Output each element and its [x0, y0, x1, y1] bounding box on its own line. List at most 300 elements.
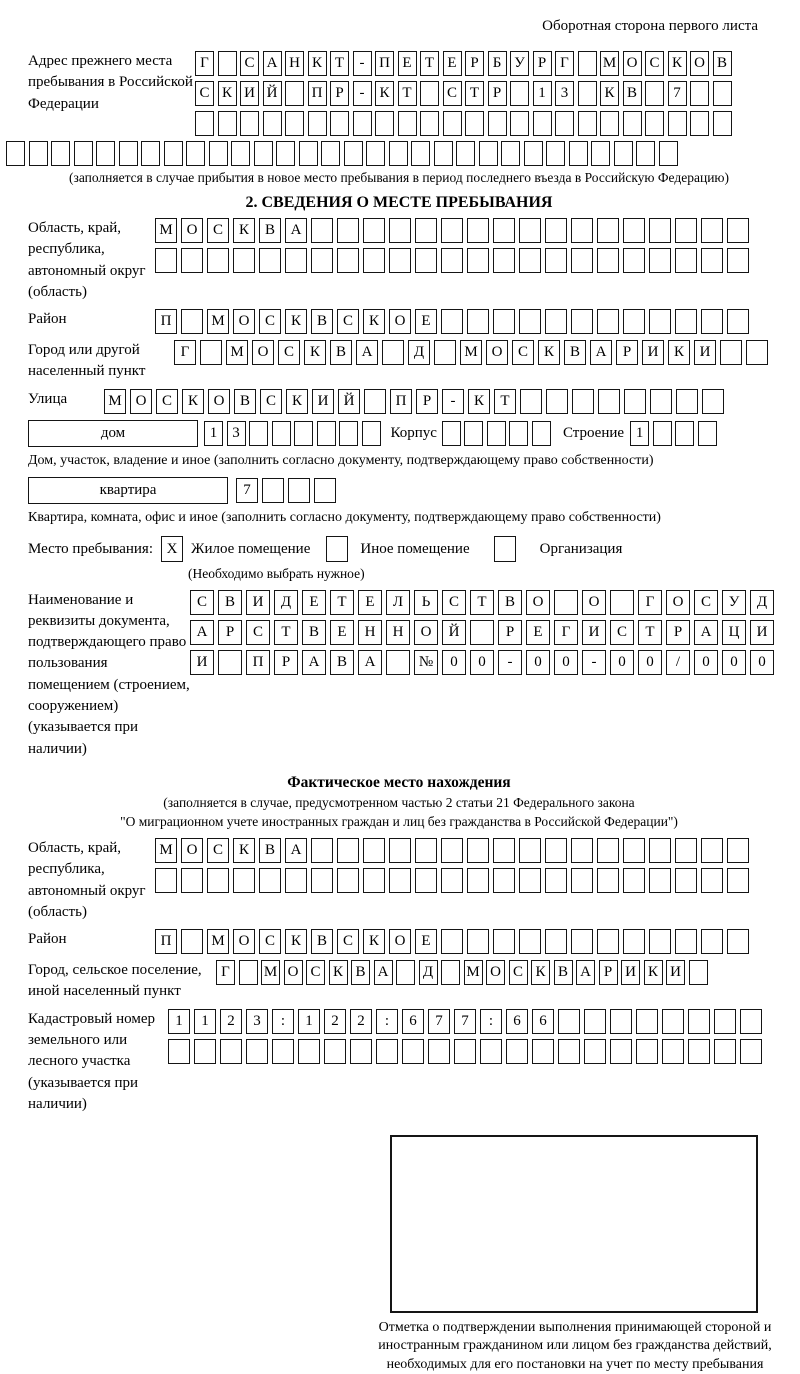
- form-cell: [376, 1039, 398, 1064]
- form-cell: М: [460, 340, 482, 365]
- form-cell: [636, 1009, 658, 1034]
- form-cell: 0: [470, 650, 494, 675]
- form-cell: [29, 141, 48, 166]
- form-cell: [375, 111, 394, 136]
- prev-address-label: Адрес прежнего места пребывания в Российской Федерации: [28, 53, 193, 112]
- form-cell: [623, 309, 645, 334]
- form-cell: [746, 340, 768, 365]
- form-cell: [396, 960, 415, 985]
- actual-location-note-2: "О миграционном учете иностранных граждан и лиц без гражданства в Российской Федерации"): [120, 813, 678, 829]
- form-cell: [545, 868, 567, 893]
- form-cell: -: [353, 81, 372, 106]
- form-cell: -: [353, 51, 372, 76]
- form-cell: [493, 868, 515, 893]
- form-cell: К: [182, 389, 204, 414]
- form-cell: [240, 111, 259, 136]
- form-cell: [740, 1009, 762, 1034]
- form-cell: [155, 868, 177, 893]
- form-cell: [510, 111, 529, 136]
- form-cell: [698, 421, 717, 446]
- form-cell: [578, 111, 597, 136]
- form-cell: 3: [555, 81, 574, 106]
- form-cell: [249, 421, 268, 446]
- form-cell: [690, 111, 709, 136]
- form-cell: [181, 248, 203, 273]
- form-cell: А: [694, 620, 718, 645]
- form-cell: С: [156, 389, 178, 414]
- form-cell: [545, 248, 567, 273]
- form-cell: Р: [498, 620, 522, 645]
- form-cell: [675, 421, 694, 446]
- stroenie-cells: [630, 421, 717, 446]
- form-cell: В: [330, 650, 354, 675]
- dom-line: [28, 420, 800, 447]
- form-cell: [546, 141, 565, 166]
- form-cell: [441, 248, 463, 273]
- form-cell: Р: [218, 620, 242, 645]
- form-cell: [272, 1039, 294, 1064]
- form-cell: [569, 141, 588, 166]
- prev-address-note: (заполняется в случае прибытия в новое место пребывания в период последнего въезда в Российскую Федерацию): [68, 170, 730, 185]
- form-cell: В: [351, 960, 370, 985]
- oblast-label: Область, край, республика, автономный округ (область): [28, 220, 146, 300]
- form-cell: [308, 111, 327, 136]
- form-cell: О: [181, 218, 203, 243]
- form-cell: М: [155, 218, 177, 243]
- form-cell: К: [285, 309, 307, 334]
- form-cell: [141, 141, 160, 166]
- form-cell: [689, 960, 708, 985]
- form-cell: С: [190, 590, 214, 615]
- form-cell: [493, 838, 515, 863]
- form-cell: [344, 141, 363, 166]
- form-cell: Г: [216, 960, 235, 985]
- document-row-3: [190, 650, 774, 675]
- form-cell: С: [645, 51, 664, 76]
- form-cell: 7: [668, 81, 687, 106]
- form-cell: [645, 81, 664, 106]
- form-cell: М: [261, 960, 280, 985]
- form-cell: К: [531, 960, 550, 985]
- form-cell: С: [207, 838, 229, 863]
- form-cell: К: [644, 960, 663, 985]
- form-cell: [649, 838, 671, 863]
- form-cell: [6, 141, 25, 166]
- form-cell: [727, 838, 749, 863]
- form-cell: Е: [443, 51, 462, 76]
- form-cell: Н: [386, 620, 410, 645]
- form-cell: 7: [454, 1009, 476, 1034]
- form-cell: [337, 248, 359, 273]
- form-cell: [218, 51, 237, 76]
- actual-location-note-1: (заполняется в случае, предусмотренном частью 2 статьи 21 Федерального закона: [163, 794, 635, 810]
- form-cell: П: [308, 81, 327, 106]
- form-cell: 6: [532, 1009, 554, 1034]
- kvartira-box-label: квартира: [28, 477, 228, 504]
- form-cell: С: [260, 389, 282, 414]
- kadastr-row-2: [168, 1039, 762, 1064]
- form-cell: Г: [555, 51, 574, 76]
- form-cell: [420, 111, 439, 136]
- actual-gorod-row: [216, 960, 708, 985]
- form-cell: Р: [330, 81, 349, 106]
- form-cell: [239, 960, 258, 985]
- form-cell: О: [389, 929, 411, 954]
- form-cell: [420, 81, 439, 106]
- form-cell: О: [233, 929, 255, 954]
- form-cell: Д: [750, 590, 774, 615]
- form-cell: [311, 248, 333, 273]
- confirmation-stamp-box: [390, 1135, 758, 1313]
- form-cell: :: [376, 1009, 398, 1034]
- residence-checkbox-inoe: [326, 536, 348, 562]
- form-cell: Р: [616, 340, 638, 365]
- form-cell: О: [486, 340, 508, 365]
- actual-raion-block: [28, 929, 800, 954]
- form-cell: Ь: [414, 590, 438, 615]
- form-cell: [509, 421, 528, 446]
- form-cell: 0: [554, 650, 578, 675]
- form-cell: [571, 929, 593, 954]
- form-cell: 0: [750, 650, 774, 675]
- form-cell: [701, 309, 723, 334]
- form-cell: К: [668, 340, 690, 365]
- form-cell: [363, 218, 385, 243]
- form-cell: [441, 960, 460, 985]
- form-cell: [434, 141, 453, 166]
- form-cell: [337, 218, 359, 243]
- form-cell: [339, 421, 358, 446]
- form-cell: [442, 421, 461, 446]
- form-cell: 0: [526, 650, 550, 675]
- form-cell: 2: [324, 1009, 346, 1034]
- form-cell: [467, 868, 489, 893]
- form-cell: [441, 838, 463, 863]
- form-cell: [501, 141, 520, 166]
- form-cell: [701, 218, 723, 243]
- form-cell: В: [302, 620, 326, 645]
- form-cell: Р: [416, 389, 438, 414]
- form-cell: [545, 838, 567, 863]
- form-cell: [584, 1009, 606, 1034]
- form-cell: [168, 1039, 190, 1064]
- form-cell: [713, 111, 732, 136]
- form-cell: [675, 838, 697, 863]
- form-cell: [363, 868, 385, 893]
- form-cell: И: [240, 81, 259, 106]
- form-cell: С: [694, 590, 718, 615]
- form-cell: [740, 1039, 762, 1064]
- form-cell: [623, 868, 645, 893]
- form-cell: [262, 478, 284, 503]
- form-cell: А: [190, 620, 214, 645]
- form-cell: Р: [666, 620, 690, 645]
- kvartira-cells: [236, 478, 336, 503]
- form-cell: [623, 838, 645, 863]
- form-cell: С: [207, 218, 229, 243]
- form-cell: [701, 868, 723, 893]
- form-cell: А: [285, 218, 307, 243]
- residence-checkbox-zhiloe: [161, 536, 183, 562]
- document-block: [28, 590, 800, 760]
- form-cell: С: [337, 929, 359, 954]
- form-cell: [578, 51, 597, 76]
- form-cell: [662, 1039, 684, 1064]
- form-cell: [714, 1039, 736, 1064]
- form-cell: [623, 218, 645, 243]
- form-cell: [676, 389, 698, 414]
- form-cell: О: [526, 590, 550, 615]
- form-cell: В: [554, 960, 573, 985]
- form-cell: К: [233, 218, 255, 243]
- form-cell: [649, 309, 671, 334]
- actual-raion-row: [155, 929, 749, 954]
- form-cell: [337, 868, 359, 893]
- gorod-label: Город или другой населенный пункт: [28, 342, 146, 380]
- dom-note: Дом, участок, владение и иное (заполнить согласно документу, подтверждающему право собственности): [28, 452, 654, 468]
- form-cell: [727, 248, 749, 273]
- form-cell: [532, 421, 551, 446]
- form-cell: Ц: [722, 620, 746, 645]
- form-cell: [181, 309, 203, 334]
- document-row-2: [190, 620, 774, 645]
- form-cell: [200, 340, 222, 365]
- form-cell: Е: [302, 590, 326, 615]
- form-cell: [614, 141, 633, 166]
- form-cell: :: [480, 1009, 502, 1034]
- form-cell: [479, 141, 498, 166]
- form-cell: Д: [419, 960, 438, 985]
- form-cell: [155, 248, 177, 273]
- form-cell: [389, 218, 411, 243]
- form-cell: [636, 1039, 658, 1064]
- form-cell: Е: [398, 51, 417, 76]
- form-cell: [207, 248, 229, 273]
- form-cell: [597, 868, 619, 893]
- form-cell: С: [259, 929, 281, 954]
- form-cell: К: [233, 838, 255, 863]
- form-cell: К: [304, 340, 326, 365]
- form-cell: [363, 248, 385, 273]
- form-cell: [727, 868, 749, 893]
- dom-cells: [204, 421, 381, 446]
- form-cell: [467, 838, 489, 863]
- form-cell: [389, 868, 411, 893]
- actual-oblast-label: Область, край, республика, автономный округ (область): [28, 839, 146, 920]
- form-cell: Р: [488, 81, 507, 106]
- raion-label: Район: [28, 311, 67, 328]
- form-cell: [675, 218, 697, 243]
- form-cell: 3: [246, 1009, 268, 1034]
- form-cell: [181, 868, 203, 893]
- form-cell: И: [666, 960, 685, 985]
- form-cell: Е: [330, 620, 354, 645]
- kadastr-block: [28, 1009, 800, 1115]
- page-side-note: Оборотная сторона первого листа: [542, 18, 758, 34]
- form-cell: М: [155, 838, 177, 863]
- form-cell: Г: [554, 620, 578, 645]
- form-cell: [649, 929, 671, 954]
- form-cell: А: [358, 650, 382, 675]
- prev-address-block: [28, 51, 800, 136]
- form-cell: [467, 218, 489, 243]
- form-cell: [298, 1039, 320, 1064]
- form-cell: [675, 868, 697, 893]
- stroenie-label: Строение: [562, 424, 625, 441]
- form-cell: О: [414, 620, 438, 645]
- form-cell: [321, 141, 340, 166]
- form-cell: [624, 389, 646, 414]
- form-cell: [584, 1039, 606, 1064]
- section2-title: 2. СВЕДЕНИЯ О МЕСТЕ ПРЕБЫВАНИЯ: [245, 194, 553, 211]
- dom-box-label: дом: [28, 420, 198, 447]
- form-cell: С: [240, 51, 259, 76]
- form-cell: Н: [285, 51, 304, 76]
- raion-block: [28, 309, 800, 334]
- form-cell: А: [302, 650, 326, 675]
- form-cell: Т: [274, 620, 298, 645]
- form-cell: В: [311, 309, 333, 334]
- form-cell: М: [207, 309, 229, 334]
- form-cell: С: [195, 81, 214, 106]
- kvartira-note: Квартира, комната, офис и иное (заполнить согласно документу, подтверждающему право собственности): [28, 509, 661, 525]
- prev-address-row-1: [195, 51, 732, 76]
- form-cell: К: [286, 389, 308, 414]
- form-cell: [363, 838, 385, 863]
- ulitsa-row: [104, 389, 724, 414]
- form-cell: [96, 141, 115, 166]
- residence-checkbox-zhiloe-mark: X: [166, 540, 178, 557]
- form-cell: [465, 111, 484, 136]
- form-cell: И: [582, 620, 606, 645]
- form-cell: О: [389, 309, 411, 334]
- form-cell: [571, 838, 593, 863]
- form-cell: [524, 141, 543, 166]
- form-cell: [285, 81, 304, 106]
- form-cell: К: [375, 81, 394, 106]
- form-cell: В: [713, 51, 732, 76]
- actual-raion-label: Район: [28, 931, 67, 948]
- actual-location-title: Фактическое место нахождения: [287, 773, 511, 791]
- form-cell: И: [694, 340, 716, 365]
- form-cell: [610, 1039, 632, 1064]
- form-cell: [653, 421, 672, 446]
- form-cell: [263, 111, 282, 136]
- form-cell: [441, 868, 463, 893]
- form-cell: [597, 309, 619, 334]
- form-cell: В: [234, 389, 256, 414]
- form-cell: [233, 868, 255, 893]
- form-cell: [411, 141, 430, 166]
- form-cell: [488, 111, 507, 136]
- oblast-row-2: [155, 248, 749, 273]
- form-cell: В: [259, 218, 281, 243]
- form-cell: [493, 309, 515, 334]
- form-cell: [441, 929, 463, 954]
- form-cell: О: [284, 960, 303, 985]
- form-cell: К: [285, 929, 307, 954]
- form-cell: [415, 868, 437, 893]
- actual-gorod-block: [28, 960, 800, 1003]
- form-cell: [299, 141, 318, 166]
- form-cell: [688, 1039, 710, 1064]
- form-cell: Й: [263, 81, 282, 106]
- form-cell: 1: [298, 1009, 320, 1034]
- form-cell: [272, 421, 291, 446]
- form-cell: [727, 929, 749, 954]
- residence-note: (Необходимо выбрать нужное): [188, 565, 365, 581]
- form-cell: [276, 141, 295, 166]
- form-cell: А: [576, 960, 595, 985]
- form-cell: П: [155, 309, 177, 334]
- form-cell: [195, 111, 214, 136]
- form-cell: Е: [415, 929, 437, 954]
- form-cell: С: [306, 960, 325, 985]
- form-cell: Д: [408, 340, 430, 365]
- form-cell: Е: [415, 309, 437, 334]
- document-label: Наименование и реквизиты документа, подтверждающего право пользования помещением (строением, сооружением) (указывается при наличии): [28, 591, 190, 757]
- form-cell: [186, 141, 205, 166]
- form-cell: [350, 1039, 372, 1064]
- korpus-cells: [442, 421, 551, 446]
- form-cell: С: [278, 340, 300, 365]
- form-cell: О: [233, 309, 255, 334]
- residence-option-org-label: Организация: [539, 540, 623, 557]
- form-cell: [207, 868, 229, 893]
- form-cell: К: [668, 51, 687, 76]
- residence-type-label: Место пребывания:: [28, 540, 153, 557]
- form-cell: [311, 838, 333, 863]
- form-cell: 1: [168, 1009, 190, 1034]
- form-cell: [220, 1039, 242, 1064]
- form-cell: [285, 868, 307, 893]
- form-cell: [597, 248, 619, 273]
- form-cell: [662, 1009, 684, 1034]
- form-cell: [545, 929, 567, 954]
- form-cell: [434, 340, 456, 365]
- form-cell: [467, 248, 489, 273]
- form-cell: Л: [386, 590, 410, 615]
- form-cell: И: [246, 590, 270, 615]
- form-cell: [702, 389, 724, 414]
- form-cell: [520, 389, 542, 414]
- form-cell: [415, 248, 437, 273]
- form-cell: [456, 141, 475, 166]
- form-cell: Т: [470, 590, 494, 615]
- form-cell: [519, 309, 541, 334]
- actual-gorod-label: Город, сельское поселение, иной населенный пункт: [28, 962, 202, 1000]
- form-cell: И: [642, 340, 664, 365]
- form-cell: В: [259, 838, 281, 863]
- form-cell: 7: [428, 1009, 450, 1034]
- form-cell: У: [510, 51, 529, 76]
- form-cell: :: [272, 1009, 294, 1034]
- form-cell: [467, 309, 489, 334]
- form-cell: Е: [526, 620, 550, 645]
- form-cell: М: [464, 960, 483, 985]
- form-cell: Т: [398, 81, 417, 106]
- form-cell: [454, 1039, 476, 1064]
- form-cell: О: [252, 340, 274, 365]
- form-cell: Н: [358, 620, 382, 645]
- form-cell: [317, 421, 336, 446]
- form-cell: А: [356, 340, 378, 365]
- form-cell: А: [263, 51, 282, 76]
- form-cell: О: [623, 51, 642, 76]
- form-cell: А: [374, 960, 393, 985]
- form-cell: [294, 421, 313, 446]
- form-cell: -: [442, 389, 464, 414]
